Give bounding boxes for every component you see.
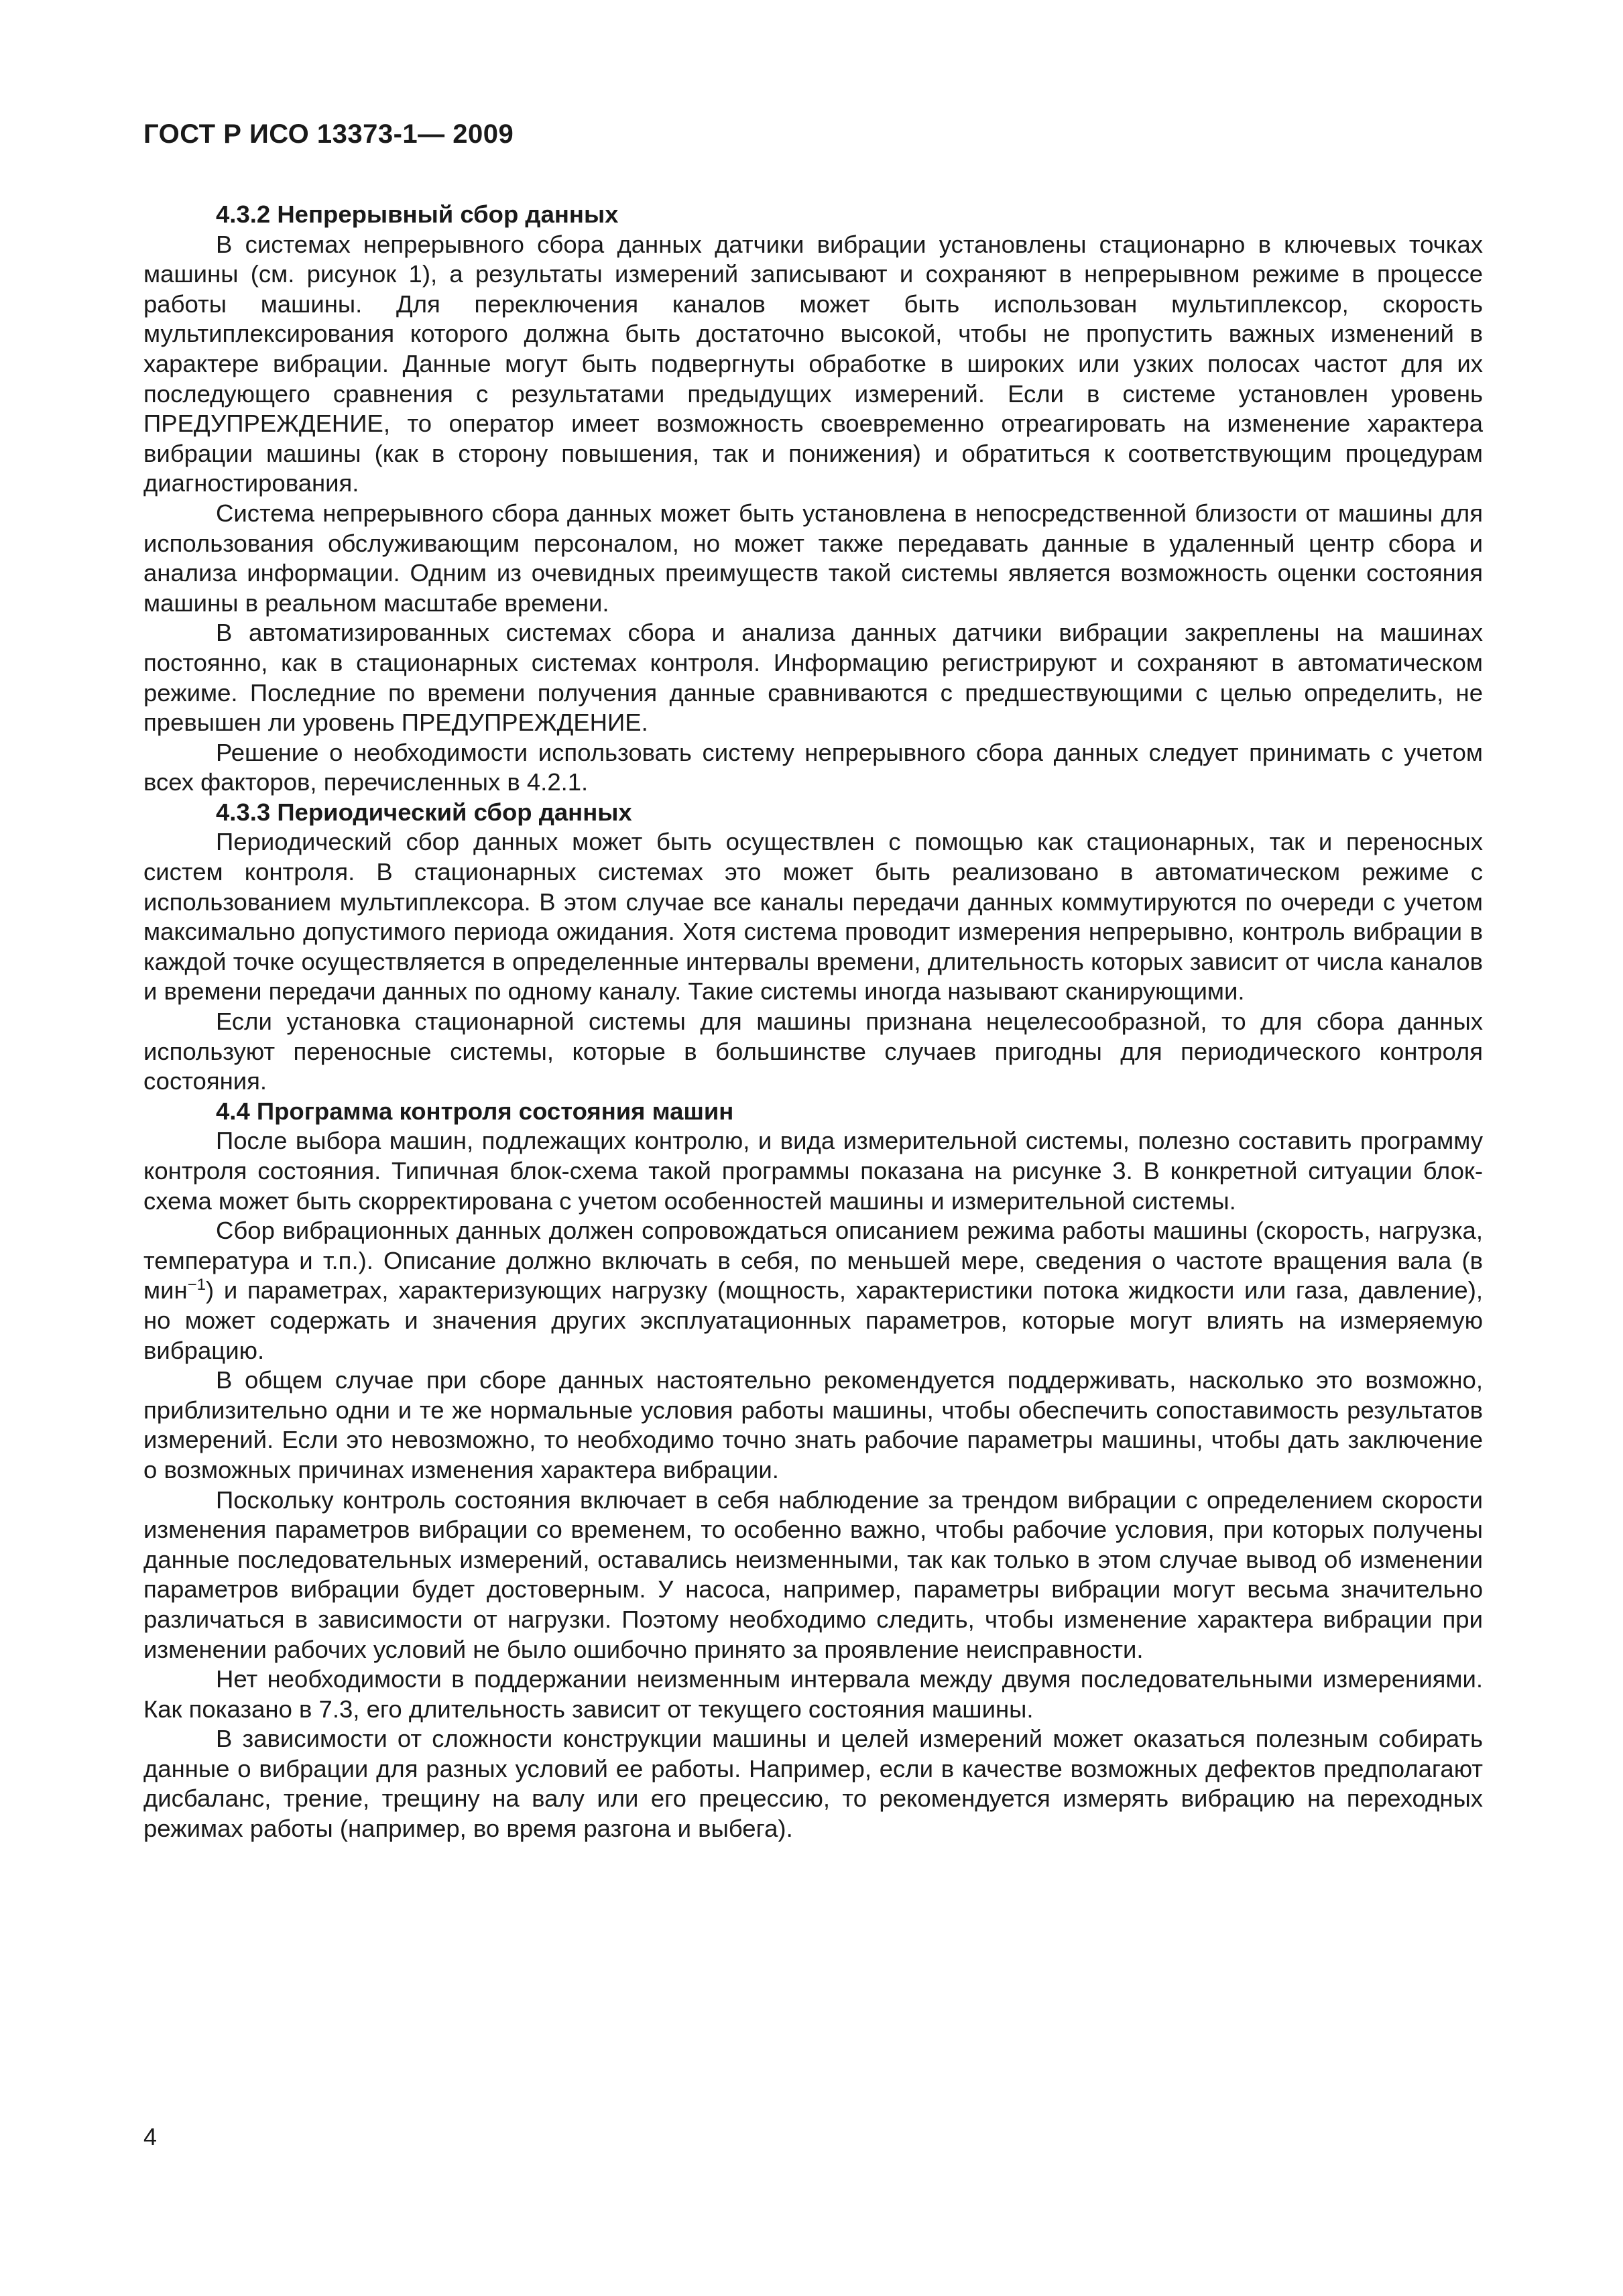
paragraph: В зависимости от сложности конструкции машины и целей измерений может оказаться полезным собирать данные о вибрации для разных условий ее работы. Например, если в качестве возможных дефектов предполагают дисбаланс, трение, трещину на валу или его прецессию, то рекомендуется измерять вибрацию на переходных режимах работы (например, во время разгона и выбега). [143,1725,1483,1843]
paragraph: После выбора машин, подлежащих контролю, и вида измерительной системы, полезно составить программу контроля состояния. Типичная блок-схема такой программы показана на рисунке 3. В конкретной ситуации блок-схема может быть скорректирована с учетом особенностей машины и измерительной системы. [143,1127,1483,1215]
paragraph: Система непрерывного сбора данных может быть установлена в непосредственной близости от машины для использования обслуживающим персоналом, но может также передавать данные в удаленный центр сбора и анализа информации. Одним из очевидных преимуществ такой системы является возможность оценки состояния машины в реальном масштабе времени. [143,499,1483,617]
paragraph: Поскольку контроль состояния включает в себя наблюдение за трендом вибрации с определением скорости изменения параметров вибрации со временем, то особенно важно, чтобы рабочие условия, при которых получены данные последовательных измерений, оставались неизменными, так как только в этом случае вывод об изменении параметров вибрации будет достоверным. У насоса, например, параметры вибрации могут весьма значительно различаться в зависимости от нагрузки. Поэтому необходимо следить, чтобы изменение характера вибрации при изменении рабочих условий не было ошибочно принято за проявление неисправности. [143,1486,1483,1663]
paragraph: Решение о необходимости использовать систему непрерывного сбора данных следует принимать с учетом всех факторов, перечисленных в 4.2.1. [143,738,1483,796]
paragraph-text: ) и параметрах, характеризующих нагрузку (мощность, характеристики потока жидкости или газа, давление), но может содержать и значения других эксплуатационных параметров, которые могут влиять на измеряемую вибрацию. [143,1276,1483,1364]
paragraph: В автоматизированных системах сбора и анализа данных датчики вибрации закреплены на машинах постоянно, как в стационарных системах контроля. Информацию регистрируют и сохраняют в автоматическом режиме. Последние по времени получения данные сравниваются с предшествующими с целью определить, не превышен ли уровень ПРЕДУПРЕЖДЕНИЕ. [143,619,1483,737]
section-heading-4-3-3: 4.3.3 Периодический сбор данных [216,798,632,826]
page-number: 4 [143,2123,158,2151]
document-body [143,200,1483,1844]
paragraph: В общем случае при сборе данных настоятельно рекомендуется поддерживать, насколько это возможно, приблизительно одни и те же нормальные условия работы машины, чтобы обеспечить сопоставимость результатов измерений. Если это невозможно, то необходимо точно знать рабочие параметры машины, чтобы дать заключение о возможных причинах изменения характера вибрации. [143,1366,1483,1484]
paragraph: Если установка стационарной системы для машины признана нецелесообразной, то для сбора данных используют переносные системы, которые в большинстве случаев пригодны для периодического контроля состояния. [143,1008,1483,1095]
paragraph: Нет необходимости в поддержании неизменным интервала между двумя последовательными измерениями. Как показано в 7.3, его длительность зависит от текущего состояния машины. [143,1665,1483,1723]
paragraph: Периодический сбор данных может быть осуществлен с помощью как стационарных, так и переносных систем контроля. В стационарных системах это может быть реализовано в автоматическом режиме с использованием мультиплексора. В этом случае все каналы передачи данных коммутируются по очереди с учетом максимально допустимого периода ожидания. Хотя система проводит измерения непрерывно, контроль вибрации в каждой точке осуществляется в определенные интервалы времени, длительность которых зависит от числа каналов и времени передачи данных по одному каналу. Такие системы иногда называют сканирующими. [143,828,1483,1006]
section-heading-4-3-2: 4.3.2 Непрерывный сбор данных [216,200,619,228]
section-heading-4-4: 4.4 Программа контроля состояния машин [216,1097,734,1125]
superscript: −1 [187,1276,206,1294]
paragraph-text: Сбор вибрационных данных должен сопровождаться описанием режима работы машины (скорость, нагрузка, температура и т.п.). Описание должно включать в себя, по меньшей мере, сведения о частоте вращения вала (в мин [143,1217,1483,1305]
paragraph: В системах непрерывного сбора данных датчики вибрации установлены стационарно в ключевых точках машины (см. рисунок 1), а результаты измерений записывают и сохраняют в непрерывном режиме в процессе работы машины. Для переключения каналов может быть использован мультиплексор, скорость мультиплексирования которого должна быть достаточно высокой, чтобы не пропустить важных изменений в характере вибрации. Данные могут быть подвергнуты обработке в широких или узких полосах частот для их последующего сравнения с результатами предыдущих измерений. Если в системе установлен уровень ПРЕДУПРЕЖДЕНИЕ, то оператор имеет возможность своевременно отреагировать на изменение характера вибрации машины (как в сторону повышения, так и понижения) и обратиться к соответствующим процедурам диагностирования. [143,230,1483,497]
paragraph [143,1216,1483,1366]
document-header: ГОСТ Р ИСО 13373-1— 2009 [143,119,514,149]
